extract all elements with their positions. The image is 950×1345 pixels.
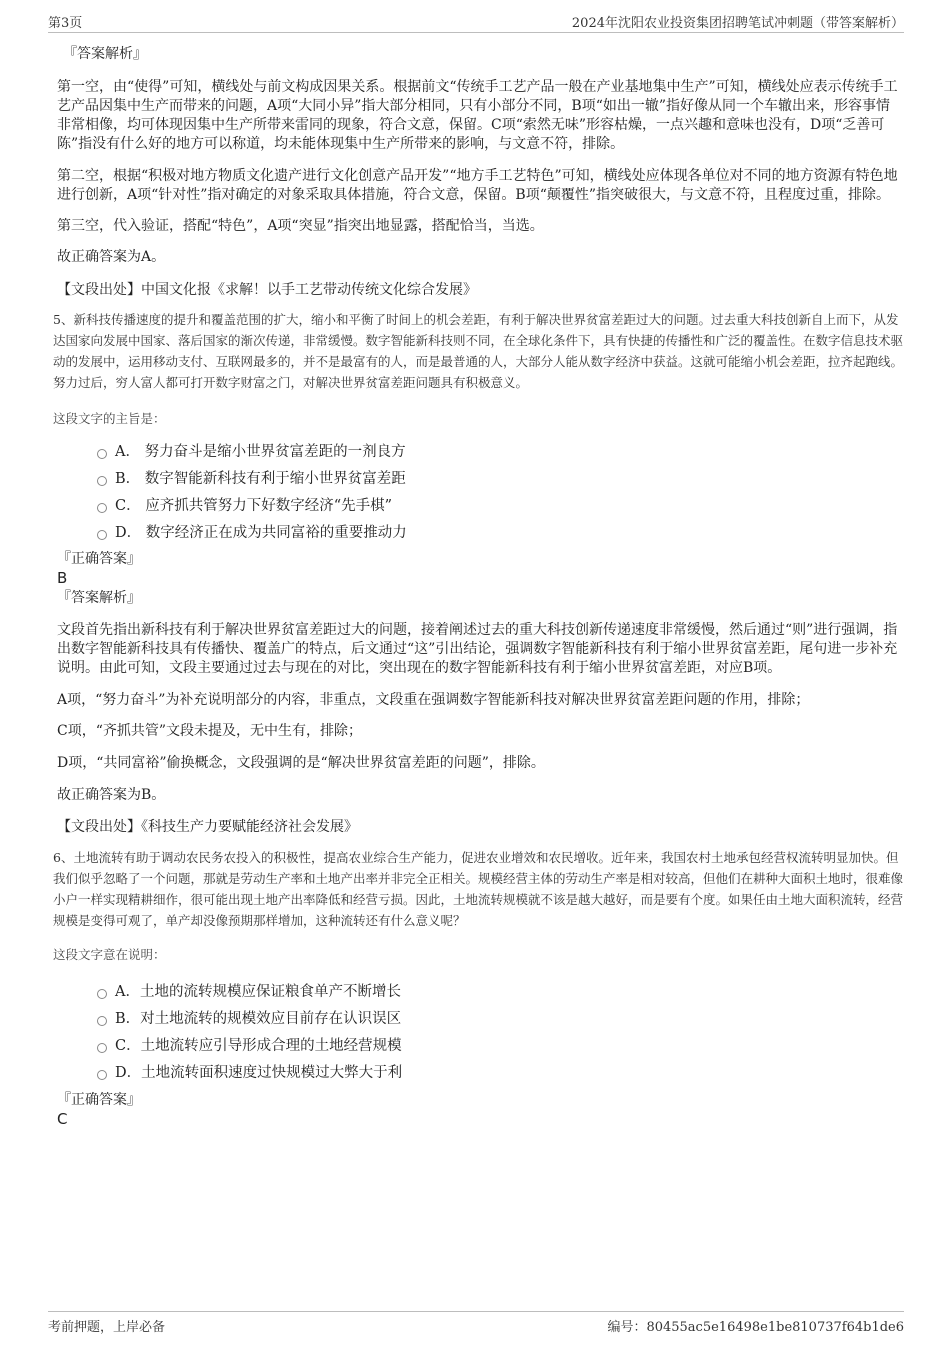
radio-button[interactable]	[97, 1043, 107, 1053]
analysis-paragraph: A项，“努力奋斗”为补充说明部分的内容，非重点，文段重在强调数字智能新科技对解决世界贫富差距问题的作用，排除；	[57, 692, 810, 708]
analysis-paragraph: 文段首先指出新科技有利于解决世界贫富差距过大的问题，接着阐述过去的重大科技创新传递速度非常缓慢，然后通过“则”进行强调，指出数字智能新科技具有传播快、覆盖广的特点，后文通过“这”引出结论，强调数字智能新科技有利于缩小世界贫富差距，尾句进一步补充说明。由此可知，文段主要通过过去与现在的对比，突出现在的数字智能新科技有利于缩小世界贫富差距，对应B项。	[57, 622, 898, 676]
analysis-label: 『答案解析』	[57, 590, 141, 606]
conclusion: 故正确答案为A。	[57, 249, 166, 265]
option-b[interactable]: B．对土地流转的规模效应目前存在认识误区	[57, 1006, 904, 1033]
options-list	[57, 439, 904, 547]
analysis-paragraph: C项，“齐抓共管”文段未提及，无中生有，排除；	[57, 723, 363, 739]
conclusion: 故正确答案为B。	[57, 787, 166, 803]
document-title: 2024年沈阳农业投资集团招聘笔试冲刺题（带答案解析）	[571, 16, 904, 31]
radio-button[interactable]	[97, 1070, 107, 1080]
radio-button[interactable]	[97, 1016, 107, 1026]
radio-button[interactable]	[97, 503, 107, 513]
analysis-paragraph: 第二空，根据“积极对地方物质文化遗产进行文化创意产品开发”“地方手工艺特色”可知，横线处应体现各单位对不同的地方资源有特色地进行创新，A项“针对性”指对确定的对象采取具体措施，符合文意，保留。B项“颠覆性”指突破很大，与文意不符，且程度过重，排除。	[57, 168, 898, 203]
analysis-paragraph: D项，“共同富裕”偷换概念，文段强调的是“解决世界贫富差距的问题”，排除。	[57, 755, 545, 771]
radio-button[interactable]	[97, 476, 107, 486]
option-d[interactable]: D．土地流转面积速度过快规模过大弊大于利	[57, 1060, 904, 1087]
question-text: 5、新科技传播速度的提升和覆盖范围的扩大，缩小和平衡了时间上的机会差距，有利于解决世界贫富差距过大的问题。过去重大科技创新自上而下，从发达国家向发展中国家、落后国家的渐次传递，非常缓慢。数字智能新科技则不同，在全球化条件下，具有快捷的传播性和广泛的覆盖性。在数字信息技术驱动的发展中，运用移动支付、互联网最多的，并不是最富有的人，而是最普通的人，大部分人能从数字经济中获益。这就可能缩小机会差距，拉齐起跑线。努力过后，穷人富人都可打开数字财富之门，对解决世界贫富差距问题具有积极意义。	[53, 312, 904, 390]
option-a[interactable]: A．土地的流转规模应保证粮食单产不断增长	[57, 979, 904, 1006]
options-list	[57, 979, 904, 1087]
document-id: 编号：80455ac5e16498e1be810737f64b1de6	[607, 1320, 904, 1335]
radio-button[interactable]	[97, 530, 107, 540]
page-footer	[48, 1311, 904, 1334]
radio-button[interactable]	[97, 449, 107, 459]
source-citation: 【文段出处】中国文化报《求解！以手工艺带动传统文化综合发展》	[57, 282, 477, 298]
question-text: 6、土地流转有助于调动农民务农投入的积极性，提高农业综合生产能力，促进农业增效和农民增收。近年来，我国农村土地承包经营权流转明显加快。但我们似乎忽略了一个问题，那就是劳动生产率和土地产出率并非完全正相关。规模经营主体的劳动生产率是相对较高，但他们在耕种大面积土地时，很难像小户一样实现精耕细作，很可能出现土地产出率降低和经营亏损。因此，土地流转规模就不该是越大越好，而是要有个度。如果任由土地大面积流转，经营规模是变得可观了，单产却没像预期那样增加，这种流转还有什么意义呢？	[53, 850, 904, 928]
radio-button[interactable]	[97, 989, 107, 999]
question-prompt: 这段文字意在说明：	[53, 947, 166, 962]
option-b[interactable]: B． 数字智能新科技有利于缩小世界贫富差距	[57, 466, 904, 493]
page-number: 第3页	[48, 16, 83, 31]
page-content	[53, 44, 904, 1128]
option-a[interactable]: A． 努力奋斗是缩小世界贫富差距的一剂良方	[57, 439, 904, 466]
correct-answer: B	[57, 569, 68, 587]
option-c[interactable]: C．土地流转应引导形成合理的土地经营规模	[57, 1033, 904, 1060]
analysis-paragraph: 第一空，由“使得”可知，横线处与前文构成因果关系。根据前文“传统手工艺产品一般在产业基地集中生产”可知，横线处应表示传统手工艺产品因集中生产而带来的问题，A项“大同小异”指大部分相同，只有小部分不同，B项“如出一辙”指好像从同一个车辙出来，形容事情非常相像，均可体现因集中生产所带来雷同的现象，符合文意，保留。C项“索然无味”形容枯燥，一点兴趣和意味也没有，D项“乏善可陈”指没有什么好的地方可以称道，均未能体现集中生产所带来的影响，与文意不符，排除。	[57, 79, 898, 152]
question-prompt: 这段文字的主旨是：	[53, 411, 166, 426]
footer-slogan: 考前押题，上岸必备	[48, 1320, 166, 1335]
correct-answer: C	[57, 1110, 68, 1128]
page-header	[48, 10, 904, 33]
option-c[interactable]: C． 应齐抓共管努力下好数字经济“先手棋”	[57, 493, 904, 520]
source-citation: 【文段出处】《科技生产力要赋能经济社会发展》	[57, 819, 358, 835]
correct-answer-label: 『正确答案』	[57, 1092, 141, 1108]
correct-answer-label: 『正确答案』	[57, 551, 141, 567]
analysis-label: 『答案解析』	[63, 46, 147, 62]
option-d[interactable]: D． 数字经济正在成为共同富裕的重要推动力	[57, 520, 904, 547]
analysis-paragraph: 第三空，代入验证，搭配“特色”，A项“突显”指突出地显露，搭配恰当，当选。	[57, 218, 544, 234]
